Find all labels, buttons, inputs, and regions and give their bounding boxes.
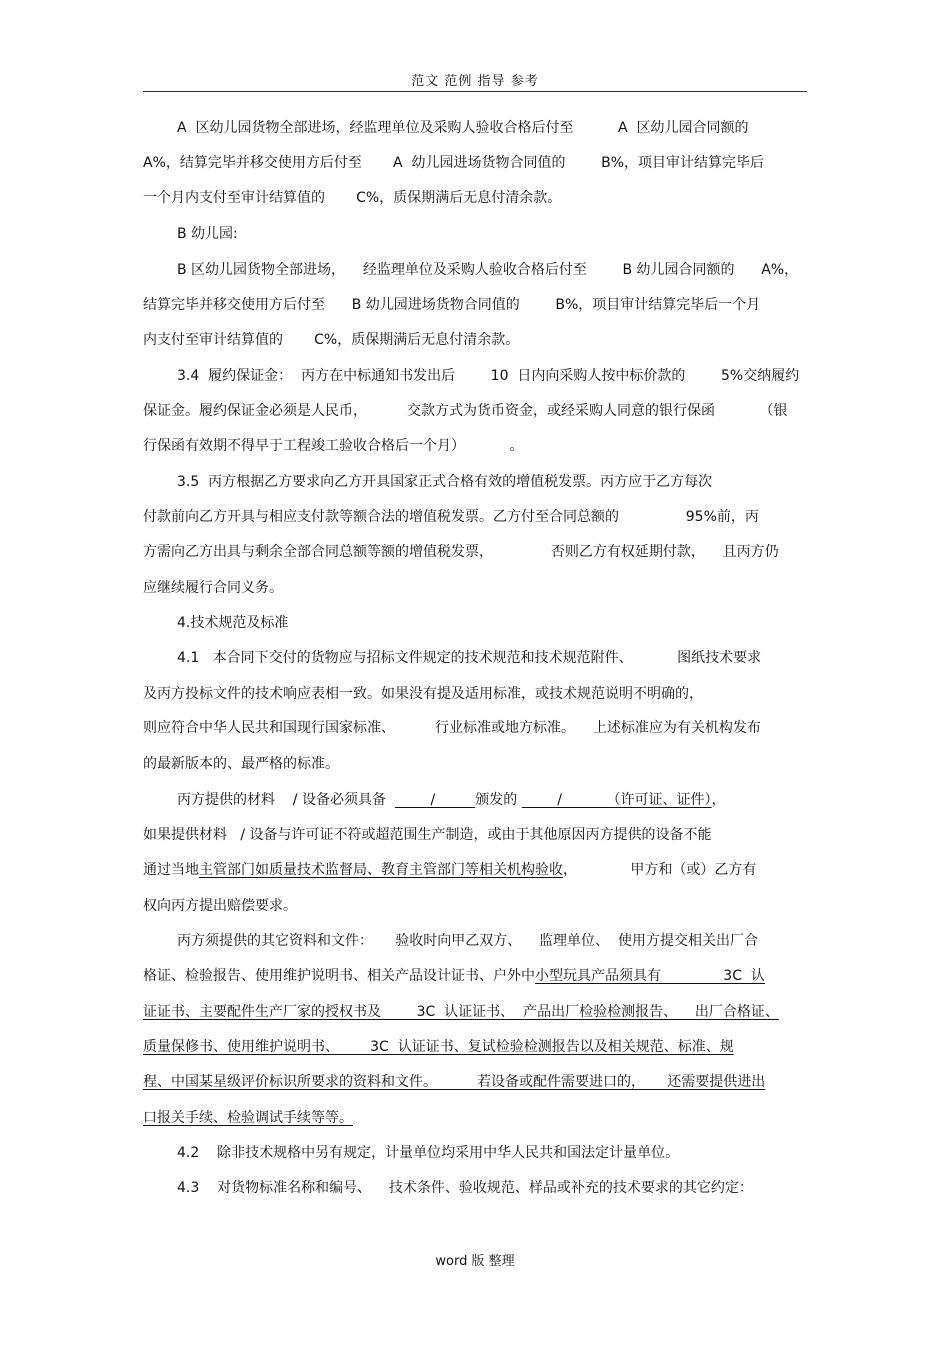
text-line: 则应符合中华人民共和国现行国家标准、 行业标准或地方标准。 上述标准应为有关机构发布 — [143, 720, 761, 736]
text-line-materials — [177, 790, 726, 810]
text-line: 3.5 丙方根据乙方要求向乙方开具国家正式合格有效的增值税发票。丙方应于乙方每次 — [177, 474, 713, 490]
materials-lead: 丙方提供的材料 / 设备必须具备 — [177, 792, 395, 808]
approval-underlined: 主管部门如质量技术监督局、教育主管部门等相关机构验收 — [199, 862, 563, 878]
docs-underlined: 小型玩具产品须具有 3C 认 — [535, 968, 765, 984]
materials-blank-2: / （许可证、证件） — [521, 792, 712, 808]
text-line: 3.4 履约保证金： 丙方在中标通知书发出后 10 日内向采购人按中标价款的 5%交纳履约 — [177, 368, 800, 384]
text-line: 4.3 对货物标准名称和编号、 技术条件、验收规范、样品或补充的技术要求的其它约定： — [177, 1180, 753, 1196]
text-line: B 幼儿园: — [177, 226, 238, 242]
text-line: A 区幼儿园货物全部进场，经监理单位及采购人验收合格后付至 A 区幼儿园合同额的 — [177, 120, 749, 136]
page-header: 范文 范例 指导 参考 — [411, 74, 539, 89]
text-line: 丙方须提供的其它资料和文件： 验收时向甲乙双方、 监理单位、 使用方提交相关出厂合 — [177, 933, 758, 949]
text-line-underlined: 口报关手续、检验调试手续等等。 — [143, 1110, 353, 1126]
materials-mid: 颁发的 — [475, 792, 522, 808]
approval-tail: ， 甲方和（或）乙方有 — [563, 862, 757, 878]
text-line: 的最新版本的、最严格的标准。 — [143, 756, 339, 772]
materials-tail: ， — [711, 792, 726, 808]
text-line: 结算完毕并移交使用方后付至 B 幼儿园进场货物合同值的 B%，项目审计结算完毕后一个月 — [143, 297, 761, 313]
text-line: 方需向乙方出具与剩余全部合同总额等额的增值税发票， 否则乙方有权延期付款， 且丙方仍 — [143, 544, 779, 560]
text-line-underlined: 程、中国某星级评价标识所要求的资料和文件。 若设备或配件需要进口的， 还需要提供进出 — [143, 1074, 766, 1090]
text-line-underlined: 证证书、主要配件生产厂家的授权书及 3C 认证证书、 产品出厂检验检测报告、 出厂合格证、 — [143, 1004, 779, 1020]
text-line: 及丙方投标文件的技术响应表相一致。如果没有提及适用标准，或技术规范说明不明确的， — [143, 686, 703, 702]
text-line-approval — [143, 860, 756, 880]
text-line: 权向丙方提出赔偿要求。 — [143, 898, 297, 914]
text-line-docs — [143, 966, 765, 986]
text-line: 应继续履行合同义务。 — [143, 580, 283, 596]
text-line: 内支付至审计结算值的 C%，质保期满后无息付清余款。 — [143, 332, 520, 348]
approval-lead: 通过当地 — [143, 862, 199, 878]
header-divider — [143, 91, 807, 92]
text-line: 4.2 除非技术规格中另有规定，计量单位均采用中华人民共和国法定计量单位。 — [177, 1145, 680, 1161]
text-line: 4.1 本合同下交付的货物应与招标文件规定的技术规范和技术规范附件、 图纸技术要求 — [177, 650, 762, 666]
materials-blank-1: / — [394, 792, 476, 808]
section-heading: 4.技术规范及标准 — [177, 615, 289, 631]
text-line: A%，结算完毕并移交使用方后付至 A 幼儿园进场货物合同值的 B%，项目审计结算完毕后 — [143, 155, 765, 171]
text-line: 付款前向乙方开具与相应支付款等额合法的增值税发票。乙方付至合同总额的 95%前，丙 — [143, 509, 759, 525]
text-line: 行保函有效期不得早于工程竣工验收合格后一个月） 。 — [143, 438, 524, 454]
docs-lead: 格证、检验报告、使用维护说明书、相关产品设计证书、户外中 — [143, 968, 535, 984]
text-line-underlined: 质量保修书、使用维护说明书、 3C 认证证书、复试检验检测报告以及相关规范、标准、规 — [143, 1039, 734, 1055]
page-footer: word 版 整理 — [435, 1254, 515, 1269]
text-line: 保证金。履约保证金必须是人民币， 交款方式为货币资金，或经采购人同意的银行保函 （银 — [143, 403, 788, 419]
text-line: 如果提供材料 / 设备与许可证不符或超范围生产制造，或由于其他原因丙方提供的设备不能 — [143, 827, 712, 843]
text-line: B 区幼儿园货物全部进场， 经监理单位及采购人验收合格后付至 B 幼儿园合同额的 A%， — [177, 262, 799, 278]
text-line: 一个月内支付至审计结算值的 C%，质保期满后无息付清余款。 — [143, 190, 562, 206]
